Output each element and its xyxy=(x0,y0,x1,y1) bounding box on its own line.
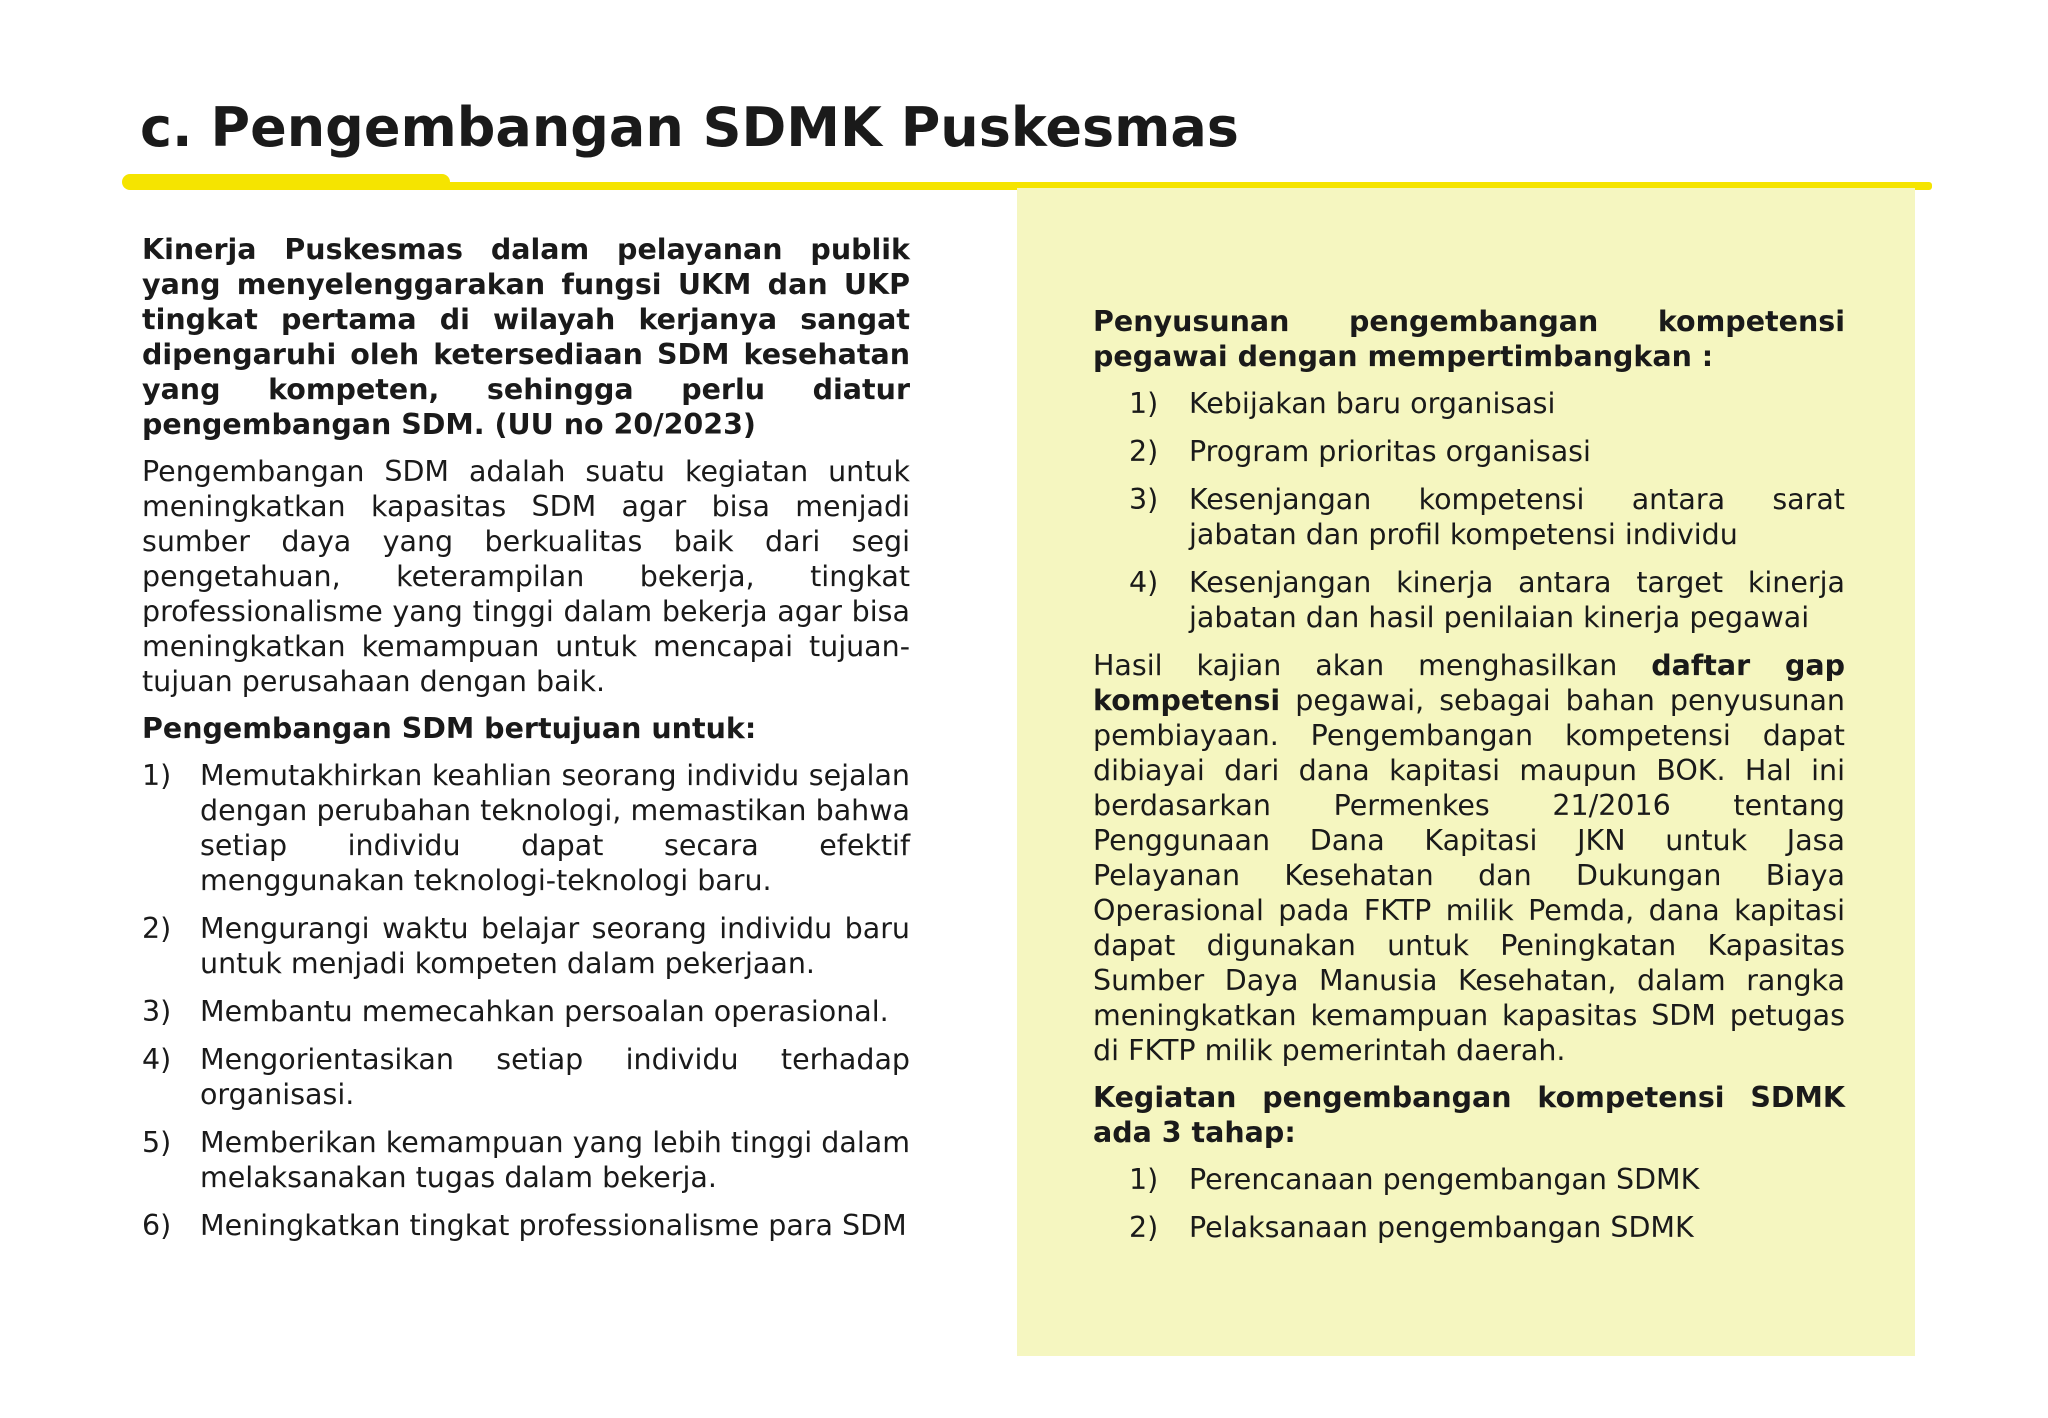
list-number: 1) xyxy=(1129,1163,1159,1196)
list-item xyxy=(142,1208,910,1243)
list-item xyxy=(142,758,910,898)
stages-heading: Kegiatan pengembangan kompetensi SDMK ada 3 tahap: xyxy=(1093,1081,1845,1149)
list-item xyxy=(1129,1162,1845,1197)
considerations-list xyxy=(1129,386,1845,635)
goals-list xyxy=(142,758,910,1243)
result-text-bold: daftar gap kompetensi xyxy=(1093,649,1845,717)
list-number: 1) xyxy=(142,759,172,792)
list-text: Memutakhirkan keahlian seorang individu sejalan dengan perubahan teknologi, memastikan bahwa setiap individu dapat secara efektif menggunakan teknologi-teknologi baru. xyxy=(200,759,910,897)
list-number: 2) xyxy=(142,912,172,945)
list-text: Mengurangi waktu belajar seorang individu baru untuk menjadi kompeten dalam pekerjaan. xyxy=(200,912,910,980)
list-text: Kesenjangan kinerja antara target kinerja jabatan dan hasil penilaian kinerja pegawai xyxy=(1189,566,1845,634)
list-text: Memberikan kemampuan yang lebih tinggi dalam melaksanakan tugas dalam bekerja. xyxy=(200,1126,910,1194)
result-text-pre: Hasil kajian akan menghasilkan xyxy=(1093,649,1652,682)
list-text: Program prioritas organisasi xyxy=(1189,435,1591,468)
list-number: 6) xyxy=(142,1209,172,1242)
result-text-post: pegawai, sebagai bahan penyusunan pembiayaan. Pengembangan kompetensi dapat dibiayai dari dana kapitasi maupun BOK. Hal ini berdasarkan Permenkes 21/2016 tentang Penggunaan Dana Kapitasi JKN untuk Jasa Pelayanan Kesehatan dan Dukungan Biaya Operasional pada FKTP milik Pemda, dana kapitasi dapat digunakan untuk Peningkatan Kapasitas Sumber Daya Manusia Kesehatan, dalam rangka meningkatkan kemampuan kapasitas SDM petugas di FKTP milik pemerintah daerah. xyxy=(1093,684,1845,1067)
list-number: 2) xyxy=(1129,1211,1159,1244)
list-text: Pelaksanaan pengembangan SDMK xyxy=(1189,1211,1694,1244)
list-text: Meningkatkan tingkat professionalisme para SDM xyxy=(200,1209,907,1242)
list-number: 4) xyxy=(142,1043,172,1076)
list-text: Membantu memecahkan persoalan operasional. xyxy=(200,995,889,1028)
stages-list xyxy=(1129,1162,1845,1245)
list-item xyxy=(142,911,910,981)
considerations-heading: Penyusunan pengembangan kompetensi pegawai dengan mempertimbangkan : xyxy=(1093,305,1845,373)
list-number: 1) xyxy=(1129,387,1159,420)
list-number: 4) xyxy=(1129,566,1159,599)
list-number: 3) xyxy=(1129,483,1159,516)
title-underline-accent xyxy=(122,174,450,190)
goals-heading: Pengembangan SDM bertujuan untuk: xyxy=(142,712,757,745)
list-text: Mengorientasikan setiap individu terhadap organisasi. xyxy=(200,1043,910,1111)
list-number: 2) xyxy=(1129,435,1159,468)
title-text: Pengembangan SDMK Puskesmas xyxy=(210,96,1239,159)
list-item xyxy=(142,994,910,1029)
list-item xyxy=(1129,386,1845,421)
page-title xyxy=(140,96,1239,159)
section-letter: c. xyxy=(140,96,193,159)
list-text: Perencanaan pengembangan SDMK xyxy=(1189,1163,1700,1196)
list-item xyxy=(142,1125,910,1195)
list-item xyxy=(142,1042,910,1112)
list-text: Kesenjangan kompetensi antara sarat jabatan dan profil kompetensi individu xyxy=(1189,483,1845,551)
intro-paragraph: Kinerja Puskesmas dalam pelayanan publik yang menyelenggarakan fungsi UKM dan UKP tingkat pertama di wilayah kerjanya sangat dipengaruhi oleh ketersediaan SDM kesehatan yang kompeten, sehingga perlu diatur pengembangan SDM. (UU no 20/2023) xyxy=(142,233,910,441)
list-item xyxy=(1129,434,1845,469)
list-number: 3) xyxy=(142,995,172,1028)
list-number: 5) xyxy=(142,1126,172,1159)
definition-paragraph: Pengembangan SDM adalah suatu kegiatan untuk meningkatkan kapasitas SDM agar bisa menjadi sumber daya yang berkualitas baik dari segi pengetahuan, keterampilan bekerja, tingkat professionalisme yang tinggi dalam bekerja agar bisa meningkatkan kemampuan untuk mencapai tujuan-tujuan perusahaan dengan baik. xyxy=(142,455,910,698)
list-item xyxy=(1129,482,1845,552)
result-paragraph xyxy=(1093,648,1845,1068)
left-column xyxy=(142,232,910,1256)
right-column xyxy=(1093,304,1845,1258)
list-text: Kebijakan baru organisasi xyxy=(1189,387,1556,420)
list-item xyxy=(1129,1210,1845,1245)
list-item xyxy=(1129,565,1845,635)
